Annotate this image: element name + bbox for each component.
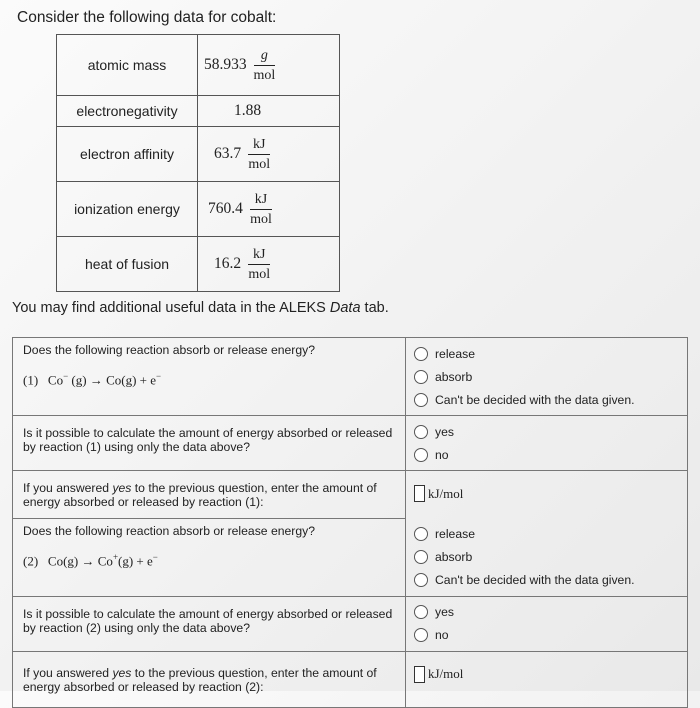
question-5	[13, 596, 406, 651]
electron-affinity-label: electron affinity	[57, 127, 198, 182]
question-3-answer	[406, 471, 688, 519]
q4-option-cant-decide[interactable]	[414, 569, 679, 592]
question-6-answer	[406, 651, 688, 707]
unit-denominator: mol	[253, 67, 276, 83]
q6-answer-field	[414, 666, 679, 683]
question-5-options	[406, 596, 688, 651]
question-3	[13, 471, 406, 519]
question-4-prompt: Does the following reaction absorb or release energy?	[23, 524, 315, 538]
electron-affinity-value: 63.7	[214, 145, 242, 162]
question-2	[13, 416, 406, 471]
radio-icon[interactable]	[414, 573, 428, 587]
radio-icon[interactable]	[414, 347, 428, 361]
q3-energy-input[interactable]	[414, 485, 425, 502]
question-table	[12, 337, 688, 708]
reaction-2-rhs-charge: +	[112, 552, 119, 562]
heat-of-fusion-label: heat of fusion	[57, 237, 198, 292]
atomic-mass-unit	[254, 47, 276, 84]
ionization-energy-unit	[250, 191, 272, 228]
unit-denominator: mol	[248, 266, 271, 282]
option-label: no	[435, 628, 449, 642]
q1-option-release[interactable]	[414, 342, 679, 365]
heat-of-fusion-value-cell	[198, 237, 340, 292]
reaction-2	[23, 552, 395, 569]
unit-numerator: kJ	[250, 191, 272, 210]
prompt-text-end: to the previous question, enter the amount of energy absorbed or released by reaction (2):	[23, 665, 377, 694]
option-label: Can't be decided with the data given.	[435, 392, 635, 407]
electron-affinity-unit	[248, 136, 270, 173]
heat-of-fusion-unit	[248, 246, 270, 283]
question-1-prompt: Does the following reaction absorb or release energy?	[23, 343, 315, 357]
reaction-2-rhs-a: Co	[97, 553, 113, 569]
reaction-2-rhs-b: (g) + e	[118, 553, 153, 569]
reaction-arrow-icon: →	[81, 553, 95, 569]
ionization-energy-label: ionization energy	[57, 182, 198, 237]
prompt-text: If you answered	[23, 665, 113, 680]
reaction-1-number: (1)	[23, 372, 39, 388]
reaction-2-number: (2)	[23, 553, 39, 569]
option-label: release	[435, 527, 475, 541]
reaction-1-lhs: Co	[47, 372, 64, 388]
heat-of-fusion-value: 16.2	[214, 255, 242, 272]
atomic-mass-value: 58.933	[204, 56, 247, 73]
row-atomic-mass	[57, 35, 340, 96]
prompt-text-end: to the previous question, enter the amount of energy absorbed or released by reaction (1):	[23, 481, 377, 509]
reaction-1-lhs-state: (g)	[71, 372, 87, 388]
q4-option-release[interactable]	[414, 523, 679, 546]
reaction-1-lhs-charge: −	[63, 371, 69, 381]
electron-affinity-value-cell	[198, 127, 340, 182]
unit-denominator: mol	[250, 211, 272, 227]
question-1-options	[406, 338, 688, 416]
radio-icon[interactable]	[414, 393, 428, 407]
option-label: yes	[435, 424, 454, 439]
q6-unit: kJ/mol	[428, 666, 464, 681]
atomic-mass-label: atomic mass	[57, 35, 198, 96]
question-4	[13, 519, 406, 597]
reaction-1-rhs-charge: −	[156, 371, 162, 381]
question-5-row	[13, 596, 688, 651]
radio-icon[interactable]	[414, 448, 428, 462]
radio-icon[interactable]	[414, 550, 428, 564]
question-6	[13, 651, 406, 707]
unit-numerator: kJ	[248, 246, 270, 265]
q1-option-cant-decide[interactable]	[414, 388, 679, 411]
data-tab-link[interactable]: Data	[329, 300, 361, 316]
radio-icon[interactable]	[414, 370, 428, 384]
atomic-mass-value-cell	[198, 35, 340, 96]
electronegativity-label: electronegativity	[57, 96, 198, 127]
option-label: yes	[435, 605, 454, 619]
row-ionization-energy	[57, 182, 340, 237]
question-5-prompt: Is it possible to calculate the amount of energy absorbed or released by reaction (2) using only the data above?	[23, 606, 393, 635]
question-1	[13, 338, 406, 416]
row-electron-affinity	[57, 127, 340, 182]
q6-energy-input[interactable]	[414, 666, 425, 683]
unit-numerator: kJ	[248, 136, 270, 155]
radio-icon[interactable]	[414, 628, 428, 642]
question-2-options	[406, 416, 688, 471]
reaction-1-rhs: Co(g) + e	[106, 372, 157, 388]
question-3-prompt	[23, 481, 395, 509]
reaction-2-electron-charge: −	[152, 552, 158, 562]
electronegativity-value: 1.88	[198, 96, 340, 127]
row-heat-of-fusion	[57, 237, 340, 292]
q2-option-yes[interactable]	[414, 420, 679, 443]
ionization-energy-value: 760.4	[208, 200, 243, 217]
note-text-end: tab.	[360, 300, 389, 316]
question-2-prompt: Is it possible to calculate the amount of energy absorbed or released by reaction (1) using only the data above?	[23, 426, 393, 454]
q5-option-no[interactable]	[414, 624, 679, 647]
ionization-energy-value-cell	[198, 182, 340, 237]
q1-option-absorb[interactable]	[414, 365, 679, 388]
question-4-row	[13, 519, 688, 597]
radio-icon[interactable]	[414, 605, 428, 619]
q2-option-no[interactable]	[414, 443, 679, 466]
radio-icon[interactable]	[414, 425, 428, 439]
option-label: absorb	[435, 550, 473, 564]
q3-unit: kJ/mol	[428, 485, 464, 501]
unit-denominator: mol	[248, 156, 271, 172]
cobalt-data-table	[56, 34, 340, 292]
row-electronegativity	[57, 96, 340, 127]
question-1-row	[13, 338, 688, 416]
q3-answer-field	[414, 485, 679, 502]
prompt-yes: yes	[112, 665, 132, 680]
reaction-1	[23, 371, 395, 388]
option-label: no	[435, 447, 449, 462]
reaction-2-lhs: Co(g)	[47, 553, 79, 569]
prompt-text: If you answered	[23, 481, 113, 495]
option-label: absorb	[435, 369, 473, 384]
radio-icon[interactable]	[414, 527, 428, 541]
note-text: You may find additional useful data in the ALEKS	[12, 300, 330, 316]
question-2-row	[13, 416, 688, 471]
intro-text: Consider the following data for cobalt:	[17, 9, 277, 26]
option-label: Can't be decided with the data given.	[435, 573, 635, 587]
q5-option-yes[interactable]	[414, 601, 679, 624]
question-6-row	[13, 651, 688, 707]
unit-numerator: g	[254, 47, 276, 66]
question-4-options	[406, 519, 688, 597]
aleks-data-note	[12, 300, 389, 316]
question-6-prompt	[23, 666, 395, 694]
option-label: release	[435, 346, 475, 361]
reaction-arrow-icon: →	[89, 372, 103, 388]
question-3-row	[13, 471, 688, 519]
prompt-yes: yes	[112, 481, 132, 495]
q4-option-absorb[interactable]	[414, 546, 679, 569]
